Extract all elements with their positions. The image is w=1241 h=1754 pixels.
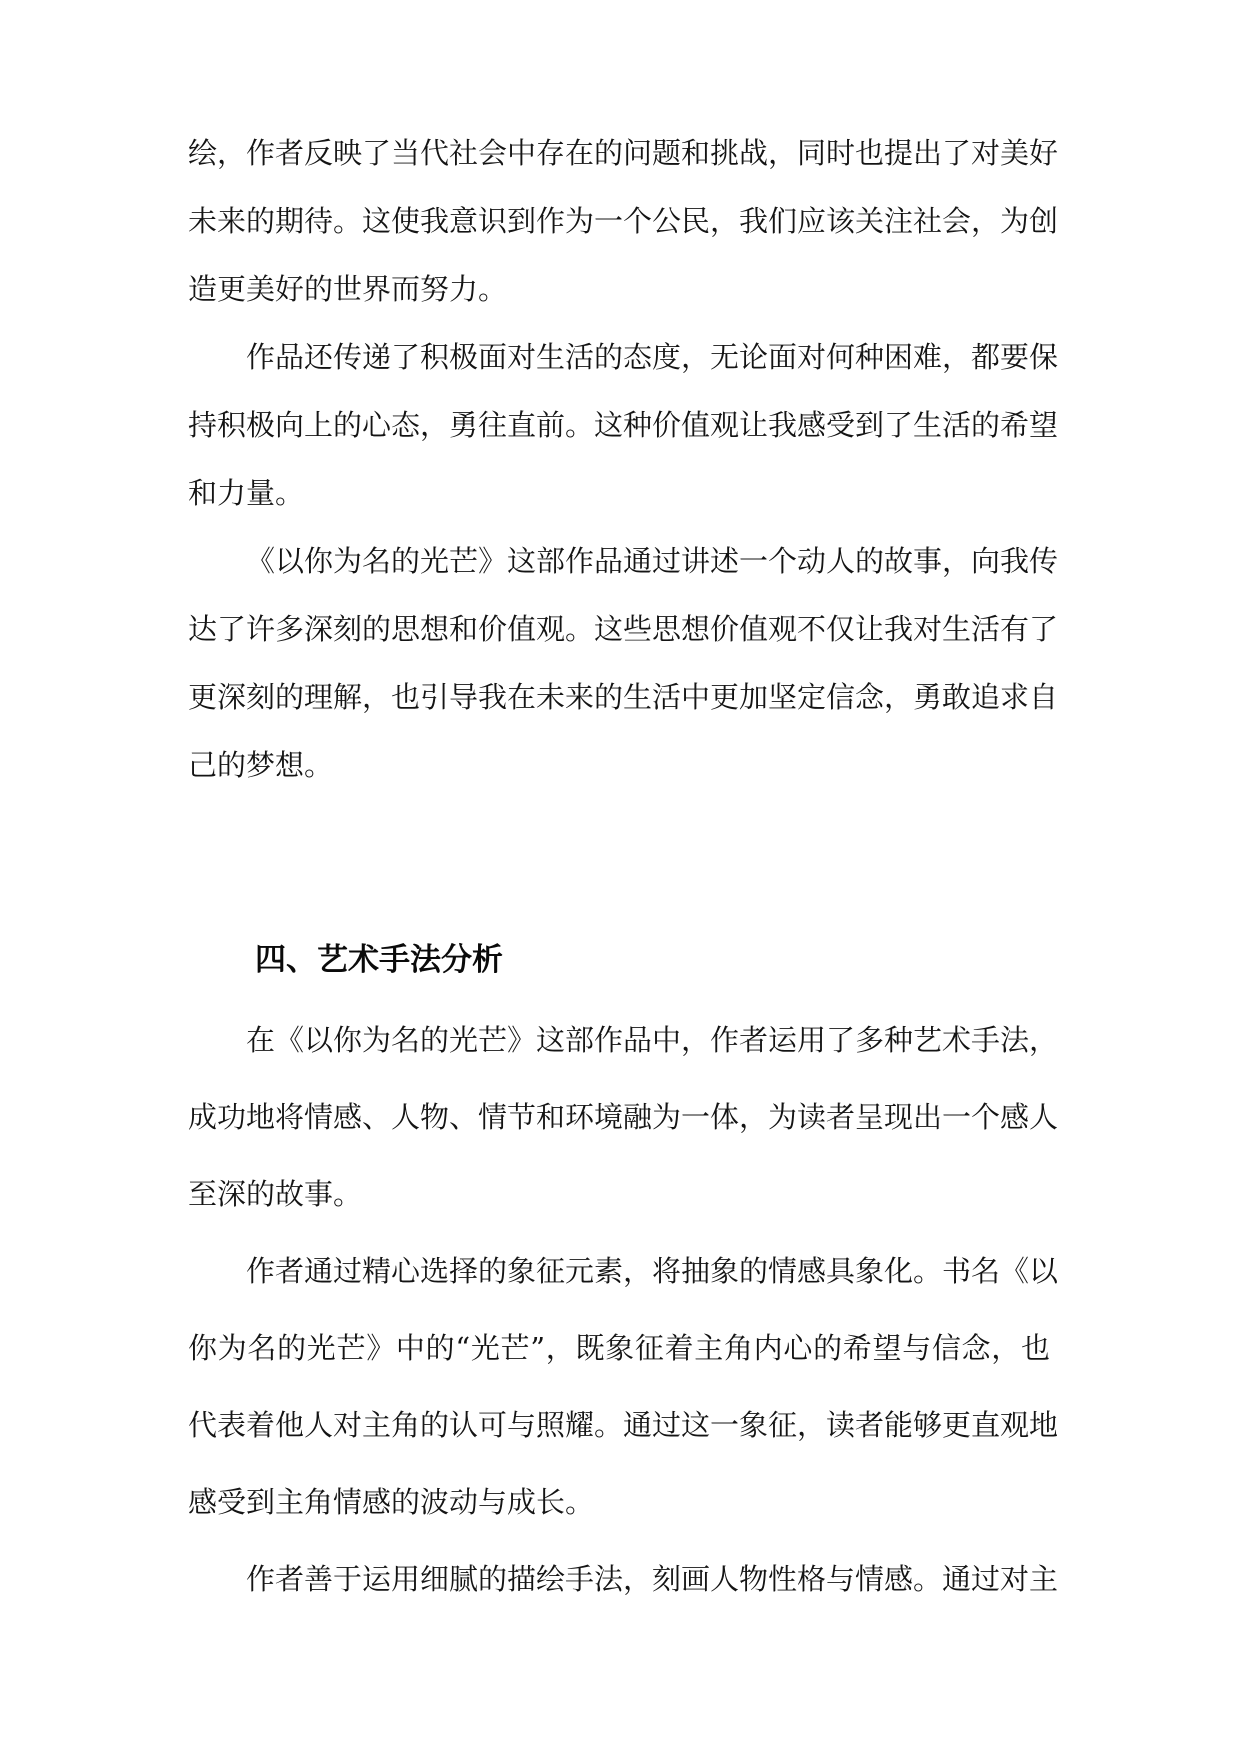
- paragraph-2-line-3: 和力量。: [188, 476, 305, 510]
- paragraph-1-line-1: 绘，作者反映了当代社会中存在的问题和挑战，同时也提出了对美好: [188, 136, 1059, 170]
- paragraph-3-line-4: 己的梦想。: [188, 748, 334, 782]
- paragraph-5-line-1: 作者通过精心选择的象征元素，将抽象的情感具象化。书名《以: [246, 1254, 1059, 1288]
- paragraph-3-line-2: 达了许多深刻的思想和价值观。这些思想价值观不仅让我对生活有了: [188, 612, 1059, 646]
- paragraph-5-line-3: 代表着他人对主角的认可与照耀。通过这一象征，读者能够更直观地: [188, 1408, 1059, 1442]
- paragraph-6-line-1: 作者善于运用细腻的描绘手法，刻画人物性格与情感。通过对主: [246, 1562, 1059, 1596]
- paragraph-1-line-2: 未来的期待。这使我意识到作为一个公民，我们应该关注社会，为创: [188, 204, 1059, 238]
- paragraph-3-line-3: 更深刻的理解，也引导我在未来的生活中更加坚定信念，勇敢追求自: [188, 680, 1059, 714]
- section-heading: 四、艺术手法分析: [255, 942, 503, 978]
- paragraph-1-line-3: 造更美好的世界而努力。: [188, 272, 508, 306]
- paragraph-4-line-2: 成功地将情感、人物、情节和环境融为一体，为读者呈现出一个感人: [188, 1100, 1059, 1134]
- paragraph-5-line-2: 你为名的光芒》中的“光芒”，既象征着主角内心的希望与信念，也: [188, 1331, 1050, 1365]
- paragraph-3-line-1: 《以你为名的光芒》这部作品通过讲述一个动人的故事，向我传: [246, 544, 1059, 578]
- paragraph-4-line-1: 在《以你为名的光芒》这部作品中，作者运用了多种艺术手法，: [246, 1023, 1059, 1057]
- paragraph-2-line-1: 作品还传递了积极面对生活的态度，无论面对何种困难，都要保: [246, 340, 1059, 374]
- paragraph-4-line-3: 至深的故事。: [188, 1177, 363, 1211]
- paragraph-5-line-4: 感受到主角情感的波动与成长。: [188, 1485, 595, 1519]
- paragraph-2-line-2: 持积极向上的心态，勇往直前。这种价值观让我感受到了生活的希望: [188, 408, 1059, 442]
